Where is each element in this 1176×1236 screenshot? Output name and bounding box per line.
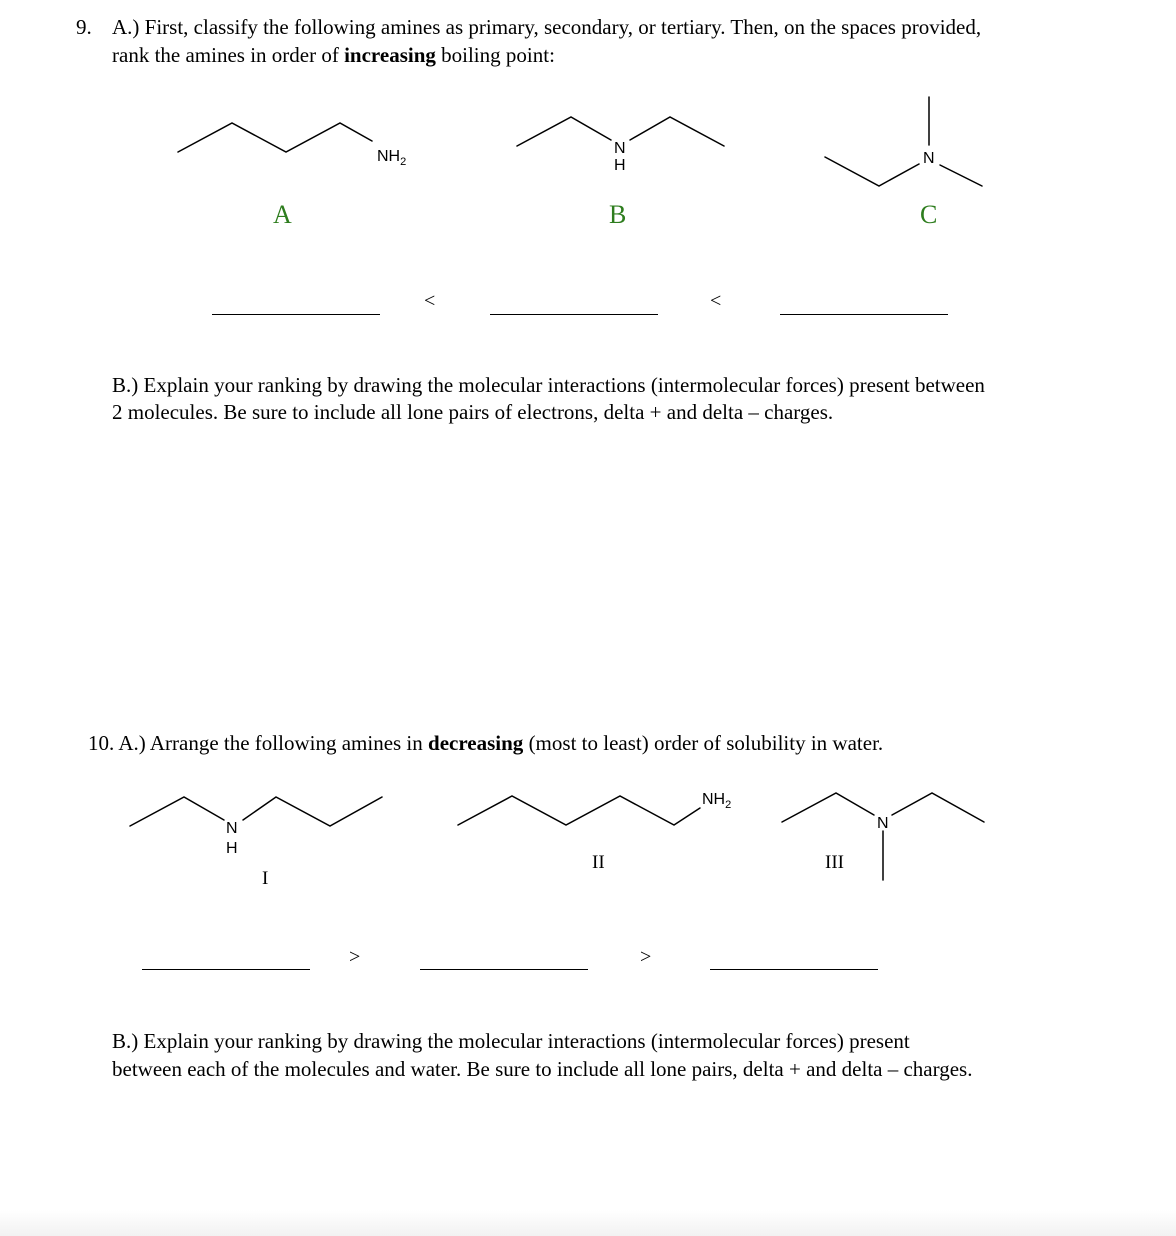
q9-rank-blank-3[interactable] (780, 314, 948, 315)
molecule-iii-n-label: N (877, 815, 889, 832)
molecule-b-label: B (609, 200, 627, 229)
q9-less-than-2: < (710, 290, 722, 312)
text-segment: 10. A.) Arrange the following amines in (88, 731, 429, 755)
molecule-iii-label: III (825, 852, 844, 873)
molecule-b-right-chain (630, 117, 724, 146)
molecule-i-h-label: H (226, 840, 238, 857)
molecule-a-label: A (273, 200, 292, 229)
text-segment: (most to least) order of solubility in water. (523, 731, 884, 755)
molecule-b-n-label: N (614, 140, 626, 157)
molecule-iii-right-chain (892, 793, 984, 822)
molecule-iii-left-chain (782, 793, 874, 822)
question-10-part-b-line-1: B.) Explain your ranking by drawing the molecular interactions (intermolecular forces) present (112, 1029, 910, 1053)
molecule-c-methyl-right (940, 165, 982, 186)
question-10-part-a (88, 729, 883, 757)
molecule-b-h-label: H (614, 157, 626, 174)
bold-increasing: increasing (344, 43, 436, 67)
text-segment: rank the amines in order of (112, 43, 345, 67)
q9-less-than-1: < (424, 290, 436, 312)
q10-rank-blank-2[interactable] (420, 969, 588, 970)
molecule-i-right-chain (243, 797, 382, 826)
question-9-part-a-line-1: A.) First, classify the following amines as primary, secondary, or tertiary. Then, on the spaces provided, (112, 15, 982, 39)
q10-greater-than-1: > (349, 946, 361, 968)
molecule-c-n-label: N (923, 150, 935, 167)
molecule-c-chain (825, 157, 919, 186)
molecule-b-left-chain (517, 117, 611, 146)
q10-rank-blank-3[interactable] (710, 969, 878, 970)
molecule-ii-nh2-label: $NH_2$ (702, 791, 732, 811)
bold-decreasing: decreasing (428, 731, 524, 755)
q9-rank-blank-1[interactable] (212, 314, 380, 315)
molecule-i-left-chain (130, 797, 224, 826)
question-10-part-b-line-2: between each of the molecules and water. Be sure to include all lone pairs, delta + and delta – charges. (112, 1057, 973, 1081)
text-segment: boiling point: (435, 43, 555, 67)
question-9-number: 9. (76, 15, 92, 39)
q10-rank-blank-1[interactable] (142, 969, 310, 970)
molecule-ii-chain (458, 796, 700, 825)
molecule-a-chain (178, 123, 372, 152)
molecule-c-label: C (920, 200, 938, 229)
q9-rank-blank-2[interactable] (490, 314, 658, 315)
molecule-i-label: I (262, 868, 269, 889)
molecule-a-nh2-label: $NH_2$ (377, 148, 407, 168)
q10-greater-than-2: > (640, 946, 652, 968)
molecule-i-n-label: N (226, 820, 238, 837)
question-9-part-b-line-1: B.) Explain your ranking by drawing the molecular interactions (intermolecular forces) present between (112, 373, 985, 397)
question-9-part-b-line-2: 2 molecules. Be sure to include all lone pairs of electrons, delta + and delta – charges. (112, 400, 834, 424)
molecule-ii-label: II (592, 852, 605, 873)
